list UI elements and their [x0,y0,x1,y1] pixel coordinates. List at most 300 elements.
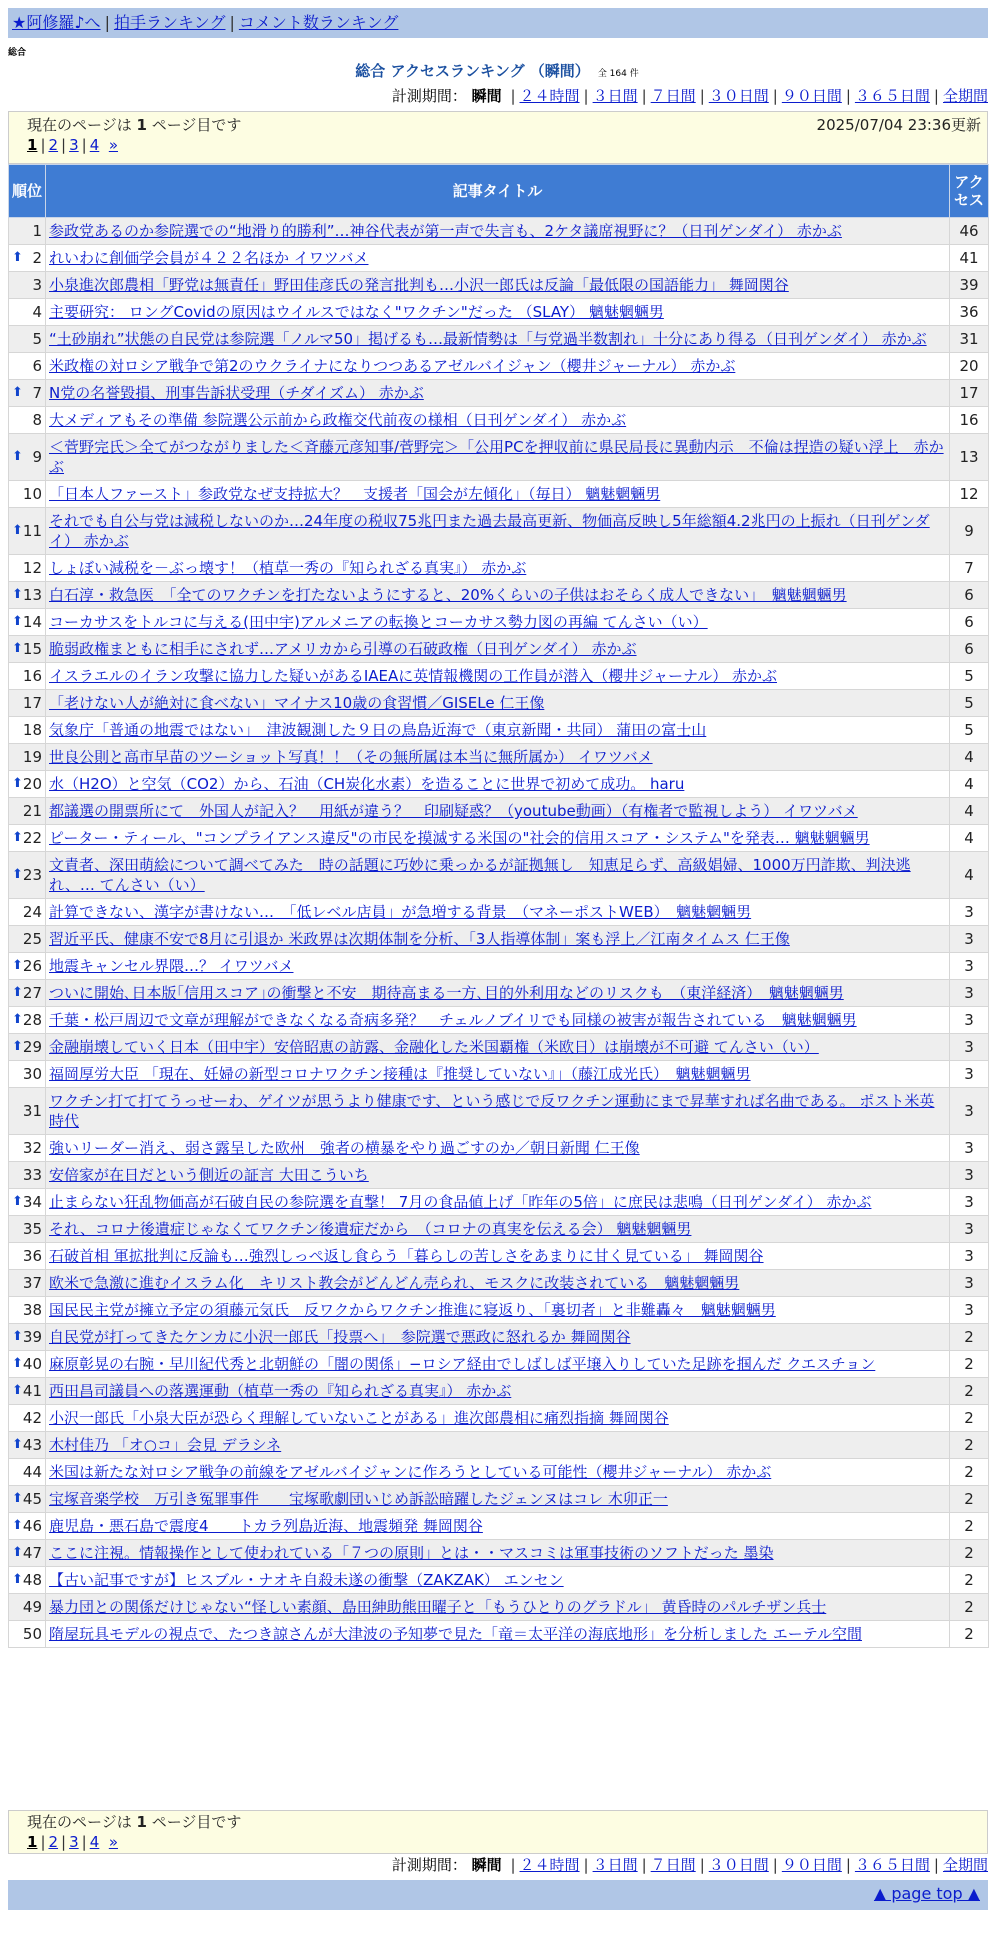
rank-number: 47 [22,1544,42,1562]
title-cell [46,380,950,407]
rank-number: 17 [22,694,42,712]
title-cell [46,508,950,555]
rank-cell [9,1324,46,1351]
rank-number: 31 [22,1102,42,1120]
period-option-24h[interactable]: ２４時間 [519,1856,580,1874]
title-cell [46,926,950,953]
article-link[interactable]: 国民民主党が擁立予定の須藤元気氏 反ワクからワクチン推進に寝返り、「裏切者」と非難轟々 魑魅魍魎男 [49,1301,776,1319]
table-row [9,899,989,926]
title-cell [46,798,950,825]
rank-number: 42 [22,1409,42,1427]
rank-cell [9,245,46,272]
period-separator: | [583,1856,589,1874]
rank-up-arrow-icon: ⬆ [12,1545,23,1560]
title-cell [46,1270,950,1297]
period-separator: | [772,1856,778,1874]
access-count: 3 [950,1007,989,1034]
period-label: 計測期間： [391,87,467,105]
page-info-top [8,111,988,164]
article-link[interactable]: 麻原彰晃の右腕・早川紀代秀と北朝鮮の「闇の関係」−ロシア経由でしばしば平壌入りしていた足跡を掴んだ クエスチョン [49,1355,876,1373]
article-link[interactable]: 気象庁「普通の地震ではない」 津波観測した９日の鳥島近海で（東京新聞・共同） 蒲田の富士山 [49,721,707,739]
rank-cell [9,353,46,380]
header-rank: 順位 [9,165,46,218]
article-link[interactable]: 暴力団との関係だけじゃない“怪しい素顔、島田紳助熊田曜子と「もうひとりのグラドル」 黄昏時のパルチザン兵士 [49,1598,827,1616]
table-row [9,980,989,1007]
article-link[interactable]: それでも自公与党は減税しないのか…24年度の税収75兆円また過去最高更新、物価高反映し5年総額4.2兆円の上振れ（日刊ゲンダイ） 赤かぶ [49,512,930,550]
period-separator: | [641,1856,647,1874]
rank-up-arrow-icon: ⬆ [12,641,23,656]
title-cell [46,1351,950,1378]
rank-cell [9,299,46,326]
title-cell [46,717,950,744]
rank-cell [9,1594,46,1621]
access-count: 4 [950,852,989,899]
rank-up-arrow-icon: ⬆ [12,1437,23,1452]
rank-up-arrow-icon: ⬆ [12,830,23,845]
table-row [9,1513,989,1540]
pager-separator: | [81,1833,87,1851]
article-link[interactable]: 計算できない、漢字が書けない… 「低レベル店員」が急増する背景 （マネーポストWEB） 魑魅魍魎男 [49,903,752,921]
article-link[interactable]: 福岡厚労大臣 「現在、妊婦の新型コロナワクチン接種は『推奨していない』」（藤江成光氏） 魑魅魍魎男 [49,1065,751,1083]
page-status [27,1812,969,1832]
rank-up-arrow-icon: ⬆ [12,1012,23,1027]
table-row [9,1594,989,1621]
article-link[interactable]: イスラエルのイラン攻撃に協力した疑いがあるIAEAに英情報機関の工作員が潜入（櫻井ジャーナル） 赤かぶ [49,667,777,685]
article-link[interactable]: “土砂崩れ”状態の自民党は参院選「ノルマ50」掲げるも…最新情勢は「与党過半数割れ」十分にあり得る（日刊ゲンダイ） 赤かぶ [49,330,927,348]
table-row [9,353,989,380]
rank-cell [9,798,46,825]
rank-up-arrow-icon: ⬆ [12,776,23,791]
access-count: 3 [950,1088,989,1135]
rank-cell [9,1621,46,1648]
table-row [9,1088,989,1135]
rank-number: 27 [22,984,42,1002]
table-row [9,434,989,481]
nav-separator: | [229,13,235,32]
rank-number: 26 [22,957,42,975]
period-option-7d[interactable]: ７日間 [650,87,696,105]
title-cell [46,1621,950,1648]
rank-cell [9,555,46,582]
access-count: 6 [950,636,989,663]
title-cell [46,609,950,636]
title-cell [46,1243,950,1270]
access-count: 46 [950,218,989,245]
access-count: 6 [950,609,989,636]
access-count: 9 [950,508,989,555]
page-current: 1 [27,136,38,154]
rank-up-arrow-icon: ⬆ [12,1329,23,1344]
top-nav [8,8,988,38]
access-count: 3 [950,980,989,1007]
table-row [9,272,989,299]
period-current: 瞬間 [471,87,502,105]
rank-cell [9,380,46,407]
article-link[interactable]: 自民党が打ってきたケンカに小沢一郎氏「投票へ」 参院選で悪政に怒れるか 舞岡関谷 [49,1328,631,1346]
period-option-90d[interactable]: ９０日間 [781,87,842,105]
article-link[interactable]: 脆弱政権まともに相手にされず…アメリカから引導の石破政権（日刊ゲンダイ） 赤かぶ [49,640,637,658]
header-title: 記事タイトル [46,165,950,218]
article-link[interactable]: ＜菅野完氏＞全てがつながりました＜斉藤元彦知事/菅野完＞「公用PCを押収前に県民局長に異動内示 不倫は捏造の疑い浮上 赤かぶ [49,438,944,476]
table-row [9,609,989,636]
rank-cell [9,1459,46,1486]
article-link[interactable]: ピーター・ティール、"コンプライアンス違反"の市民を摸滅する米国の"社会的信用スコア・システム"を発表… 魑魅魍魎男 [49,829,870,847]
rank-number: 12 [22,559,42,577]
article-link[interactable]: 大メディアもその準備 参院選公示前から政権交代前夜の様相（日刊ゲンダイ） 赤かぶ [49,411,627,429]
rank-cell [9,663,46,690]
rank-up-arrow-icon: ⬆ [12,523,23,538]
rank-number: 2 [32,249,42,267]
period-option-24h[interactable]: ２４時間 [519,87,580,105]
table-row [9,1324,989,1351]
rank-number: 45 [22,1490,42,1508]
rank-up-arrow-icon: ⬆ [12,1518,23,1533]
period-option-7d[interactable]: ７日間 [650,1856,696,1874]
rank-number: 20 [22,775,42,793]
access-count: 12 [950,481,989,508]
rank-number: 39 [22,1328,42,1346]
ranking-body [9,218,989,1648]
rank-cell [9,582,46,609]
period-separator: | [845,87,851,105]
period-selector-bottom [392,1855,988,1875]
rank-number: 6 [32,357,42,375]
article-link[interactable]: 「老けない人が絶対に食べない」マイナス10歳の食習慣／GISELe 仁王像 [49,694,545,712]
rank-number: 41 [22,1382,42,1400]
rank-up-arrow-icon: ⬆ [12,250,23,265]
table-row [9,690,989,717]
article-link[interactable]: 文責者、深田萌絵について調べてみた 時の話題に巧妙に乗っかるが証拠無し 知恵足らず、高級娼婦、1000万円詐欺、判決逃れ、… てんさい（い） [49,856,911,894]
title-cell [46,953,950,980]
article-link[interactable]: 参政党あるのか参院選での“地滑り的勝利”…神谷代表が第一声で失言も、2ケタ議席視野に？（日刊ゲンダイ） 赤かぶ [49,222,842,240]
title-cell [46,1594,950,1621]
article-link[interactable]: 止まらない狂乱物価高が石破自民の参院選を直撃！ 7月の食品値上げ「昨年の5倍」に庶民は悲鳴（日刊ゲンダイ） 赤かぶ [49,1193,872,1211]
title-cell [46,555,950,582]
page-link-4[interactable]: 4 [89,136,100,154]
table-row [9,555,989,582]
table-row [9,245,989,272]
rank-cell [9,1189,46,1216]
access-count: 2 [950,1621,989,1648]
clap-ranking-link[interactable]: 拍手ランキング [113,13,226,32]
period-option-365d[interactable]: ３６５日間 [854,87,930,105]
article-link[interactable]: 都議選の開票所にて 外国人が記入？ 用紙が違う？ 印刷疑惑？（youtube動画）（有権者で監視しよう） イワツバメ [49,802,858,820]
period-option-3d[interactable]: ３日間 [592,1856,638,1874]
table-row [9,326,989,353]
table-row [9,508,989,555]
pager-separator: | [61,136,67,154]
rank-number: 36 [22,1247,42,1265]
rank-cell [9,744,46,771]
article-link[interactable]: 「日本人ファースト」参政党なぜ支持拡大？ 支援者「国会が左傾化」（毎日） 魑魅魍魎男 [49,485,661,503]
access-count: 2 [950,1513,989,1540]
rank-number: 5 [32,330,42,348]
table-row [9,636,989,663]
title-cell [46,1189,950,1216]
article-link[interactable]: 習近平氏、健康不安で8月に引退か 米政界は次期体制を分析、「3人指導体制」案も浮上／江南タイムス 仁王像 [49,930,790,948]
access-count: 3 [950,899,989,926]
access-count: 3 [950,1061,989,1088]
pager-separator: | [40,136,46,154]
rank-number: 25 [22,930,42,948]
rank-cell [9,1540,46,1567]
table-row [9,1162,989,1189]
rank-cell [9,636,46,663]
table-row [9,582,989,609]
title-cell [46,771,950,798]
rank-number: 9 [32,448,42,466]
table-row [9,299,989,326]
rank-number: 1 [32,222,42,240]
period-separator: | [699,1856,705,1874]
article-link[interactable]: ここに注視。情報操作として使われている「７つの原則」とは・・マスコミは軍事技術のソフトだった 墨染 [49,1544,774,1562]
article-link[interactable]: それ、コロナ後遺症じゃなくてワクチン後遺症だから （コロナの真実を伝える会） 魑魅魍魎男 [49,1220,692,1238]
article-link[interactable]: 地震キャンセル界隈…？ イワツバメ [49,957,294,975]
rank-number: 16 [22,667,42,685]
title-cell [46,1378,950,1405]
access-count: 2 [950,1540,989,1567]
page-title: 総合 アクセスランキング （瞬間） [355,62,590,80]
page-top-link[interactable]: ▲ page top ▲ [873,1884,980,1903]
article-link[interactable]: れいわに創価学会員が４２２名ほか イワツバメ [49,249,369,267]
rank-number: 23 [22,866,42,884]
article-link[interactable]: 欧米で急激に進むイスラム化 キリスト教会がどんどん売られ、モスクに改装されている 魑魅魍魎男 [49,1274,740,1292]
rank-number: 37 [22,1274,42,1292]
page-next-link[interactable]: » [108,1833,118,1851]
title-cell [46,481,950,508]
table-row [9,407,989,434]
article-link[interactable]: N党の名誉毀損、刑事告訴状受理（チダイズム） 赤かぶ [49,384,424,402]
rank-number: 34 [22,1193,42,1211]
article-link[interactable]: 金融崩壊していく日本（田中宇）安倍昭恵の訪露、金融化した米国覇権（米欧日）は崩壊が不可避 てんさい（い） [49,1038,819,1056]
article-link[interactable]: 西田昌司議員への落選運動（植草一秀の『知られざる真実』） 赤かぶ [49,1382,512,1400]
table-row [9,1459,989,1486]
rank-cell [9,218,46,245]
article-link[interactable]: 水（H2O）と空気（CO2）から、石油（CH炭化水素）を造ることに世界で初めて成功。 haru [49,775,685,793]
period-option-all[interactable]: 全期間 [942,1856,988,1874]
rank-cell [9,1007,46,1034]
rank-cell [9,1088,46,1135]
pagination [27,135,969,155]
rank-up-arrow-icon: ⬆ [12,1572,23,1587]
rank-number: 7 [32,384,42,402]
title-cell [46,636,950,663]
title-cell [46,1486,950,1513]
table-row [9,1034,989,1061]
table-row [9,744,989,771]
page-status-prefix: 現在のページは [27,1813,137,1831]
header-access: アクセス [950,165,989,218]
period-option-all[interactable]: 全期間 [942,87,988,105]
rank-number: 35 [22,1220,42,1238]
title-cell [46,1061,950,1088]
period-label: 計測期間： [391,1856,467,1874]
rank-up-arrow-icon: ⬆ [12,385,23,400]
rank-cell [9,825,46,852]
access-count: 39 [950,272,989,299]
rank-cell [9,1216,46,1243]
period-option-3d[interactable]: ３日間 [592,87,638,105]
access-count: 2 [950,1405,989,1432]
table-row [9,1216,989,1243]
table-row [9,380,989,407]
period-separator: | [933,87,939,105]
access-count: 4 [950,825,989,852]
rank-up-arrow-icon: ⬆ [12,449,23,464]
page-link-3[interactable]: 3 [69,1833,79,1851]
rank-up-arrow-icon: ⬆ [12,614,23,629]
article-link[interactable]: 主要研究： ロングCovidの原因はウイルスではなく"ワクチン"だった （SLAY） 魑魅魍魎男 [49,303,664,321]
rank-cell [9,1513,46,1540]
access-count: 4 [950,798,989,825]
title-cell [46,272,950,299]
title-cell [46,407,950,434]
article-link[interactable]: ついに開始､日本版｢信用スコア｣の衝撃と不安 期待高まる一方､目的外利用などのリスクも （東洋経済） 魑魅魍魎男 [49,984,844,1002]
rank-number: 38 [22,1301,42,1319]
rank-cell [9,1567,46,1594]
article-link[interactable]: 米政権の対ロシア戦争で第2のウクライナになりつつあるアゼルバイジャン（櫻井ジャーナル） 赤かぶ [49,357,736,375]
access-count: 13 [950,434,989,481]
article-link[interactable]: 木村佳乃 「オ○コ」会見 デラシネ [49,1436,282,1454]
article-link[interactable]: 米国は新たな対ロシア戦争の前線をアゼルバイジャンに作ろうとしている可能性（櫻井ジャーナル） 赤かぶ [49,1463,772,1481]
title-cell [46,1297,950,1324]
period-selector-top [392,86,988,106]
table-row [9,926,989,953]
article-link[interactable]: 宝塚音楽学校 万引き冤罪事件 宝塚歌劇団いじめ訴訟暗躍したジェンヌはコレ 木卯正一 [49,1490,668,1508]
updated-time: 2025/07/04 23:36更新 [816,116,981,134]
article-link[interactable]: しょぼい減税を－ぶっ壊す！（植草一秀の『知られざる真実』） 赤かぶ [49,559,527,577]
rank-cell [9,1162,46,1189]
table-row [9,1432,989,1459]
table-row [9,1243,989,1270]
table-row [9,1351,989,1378]
rank-cell [9,980,46,1007]
page-status-number: 1 [136,1813,147,1831]
article-link[interactable]: 鹿児島・悪石島で震度4 トカラ列島近海、地震頻発 舞岡関谷 [49,1517,483,1535]
access-count: 41 [950,245,989,272]
article-link[interactable]: 小泉進次郎農相「野党は無責任」野田佳彦氏の発言批判も…小沢一郎氏は反論「最低限の国語能力」 舞岡関谷 [49,276,789,294]
page-link-3[interactable]: 3 [69,136,79,154]
title-cell [46,663,950,690]
rank-cell [9,953,46,980]
period-separator: | [933,1856,939,1874]
title-cell [46,1405,950,1432]
title-cell [46,690,950,717]
table-row [9,481,989,508]
access-count: 3 [950,1270,989,1297]
table-row [9,1378,989,1405]
title-cell [46,825,950,852]
title-cell [46,1567,950,1594]
pager-separator: | [61,1833,67,1851]
access-count: 2 [950,1594,989,1621]
rank-number: 40 [22,1355,42,1373]
article-link[interactable]: 千葉・松戸周辺で文章が理解ができなくなる奇病多発？ チェルノブイリでも同様の被害が報告されている 魑魅魍魎男 [49,1011,857,1029]
title-cell [46,899,950,926]
title-cell [46,980,950,1007]
home-link[interactable]: ★阿修羅♪へ [12,13,101,32]
pagination [27,1832,969,1852]
page-link-2[interactable]: 2 [48,136,59,154]
rank-cell [9,1432,46,1459]
access-count: 3 [950,1216,989,1243]
period-option-90d[interactable]: ９０日間 [781,1856,842,1874]
rank-number: 13 [22,586,42,604]
page-next-link[interactable]: » [108,136,118,154]
rank-number: 48 [22,1571,42,1589]
rank-cell [9,690,46,717]
rank-number: 28 [22,1011,42,1029]
rank-cell [9,1297,46,1324]
total-count: 全 164 件 [597,69,639,79]
access-count: 5 [950,663,989,690]
period-separator: | [510,1856,516,1874]
article-link[interactable]: 石破首相 軍拡批判に反論も…強烈しっぺ返し食らう「暮らしの苦しさをあまりに甘く見ている」 舞岡関谷 [49,1247,764,1265]
title-cell [46,299,950,326]
rank-number: 10 [22,485,42,503]
article-link[interactable]: 【古い記事ですが】ヒスブル・ナオキ自殺未遂の衝撃（ZAKZAK） エンセン [49,1571,564,1589]
period-option-30d[interactable]: ３０日間 [708,1856,769,1874]
ranking-table [8,164,989,1648]
page-status-suffix: ページ目です [146,1813,242,1831]
rank-cell [9,609,46,636]
table-row [9,218,989,245]
article-link[interactable]: コーカサスをトルコに与える(田中宇)アルメニアの転換とコーカサス勢力図の再編 てんさい（い） [49,613,708,631]
rank-number: 24 [22,903,42,921]
access-count: 3 [950,1297,989,1324]
rank-number: 21 [22,802,42,820]
access-count: 3 [950,1243,989,1270]
page-link-4[interactable]: 4 [89,1833,100,1851]
rank-number: 4 [32,303,42,321]
period-separator: | [772,87,778,105]
access-count: 2 [950,1378,989,1405]
article-link[interactable]: 強いリーダー消え、弱さ露呈した欧州 強者の横暴をやり過ごすのか／朝日新聞 仁王像 [49,1139,640,1157]
access-count: 2 [950,1459,989,1486]
article-link[interactable]: 隋屋玩具モデルの視点で、たつき諒さんが大津波の予知夢で見た「竜＝太平洋の海底地形」を分析しました エーテル空間 [49,1625,862,1643]
access-count: 36 [950,299,989,326]
rank-cell [9,1351,46,1378]
access-count: 2 [950,1432,989,1459]
page-link-2[interactable]: 2 [48,1833,59,1851]
access-count: 16 [950,407,989,434]
nav-separator: | [104,13,110,32]
rank-number: 14 [22,613,42,631]
title-cell [46,1432,950,1459]
article-link[interactable]: 小沢一郎氏「小泉大臣が恐らく理解していないことがある」進次郎農相に痛烈指摘 舞岡関谷 [49,1409,669,1427]
access-count: 3 [950,1189,989,1216]
title-cell [46,852,950,899]
table-row [9,1540,989,1567]
rank-number: 15 [22,640,42,658]
period-option-30d[interactable]: ３０日間 [708,87,769,105]
rank-cell [9,1061,46,1088]
rank-number: 19 [22,748,42,766]
rank-cell [9,1270,46,1297]
period-option-365d[interactable]: ３６５日間 [854,1856,930,1874]
comment-ranking-link[interactable]: コメント数ランキング [238,13,399,32]
article-link[interactable]: 白石淳・救急医 「全てのワクチンを打たないようにすると、20%くらいの子供はおそらく成人できない」 魑魅魍魎男 [49,586,847,604]
access-count: 20 [950,353,989,380]
access-count: 3 [950,1135,989,1162]
title-cell [46,582,950,609]
article-link[interactable]: 世良公則と高市早苗のツーショット写真！！（その無所属は本当に無所属か） イワツバメ [49,748,653,766]
article-link[interactable]: 安倍家が在日だという側近の証言 大田こういち [49,1166,369,1184]
page-status-suffix: ページ目です [146,116,242,134]
article-link[interactable]: ワクチン打て打てうっせーわ、ゲイツが思うより健康です、という感じで反ワクチン運動にまで昇華すれば名曲である。 ポスト米英時代 [49,1092,935,1130]
rank-number: 8 [32,411,42,429]
table-row [9,1486,989,1513]
